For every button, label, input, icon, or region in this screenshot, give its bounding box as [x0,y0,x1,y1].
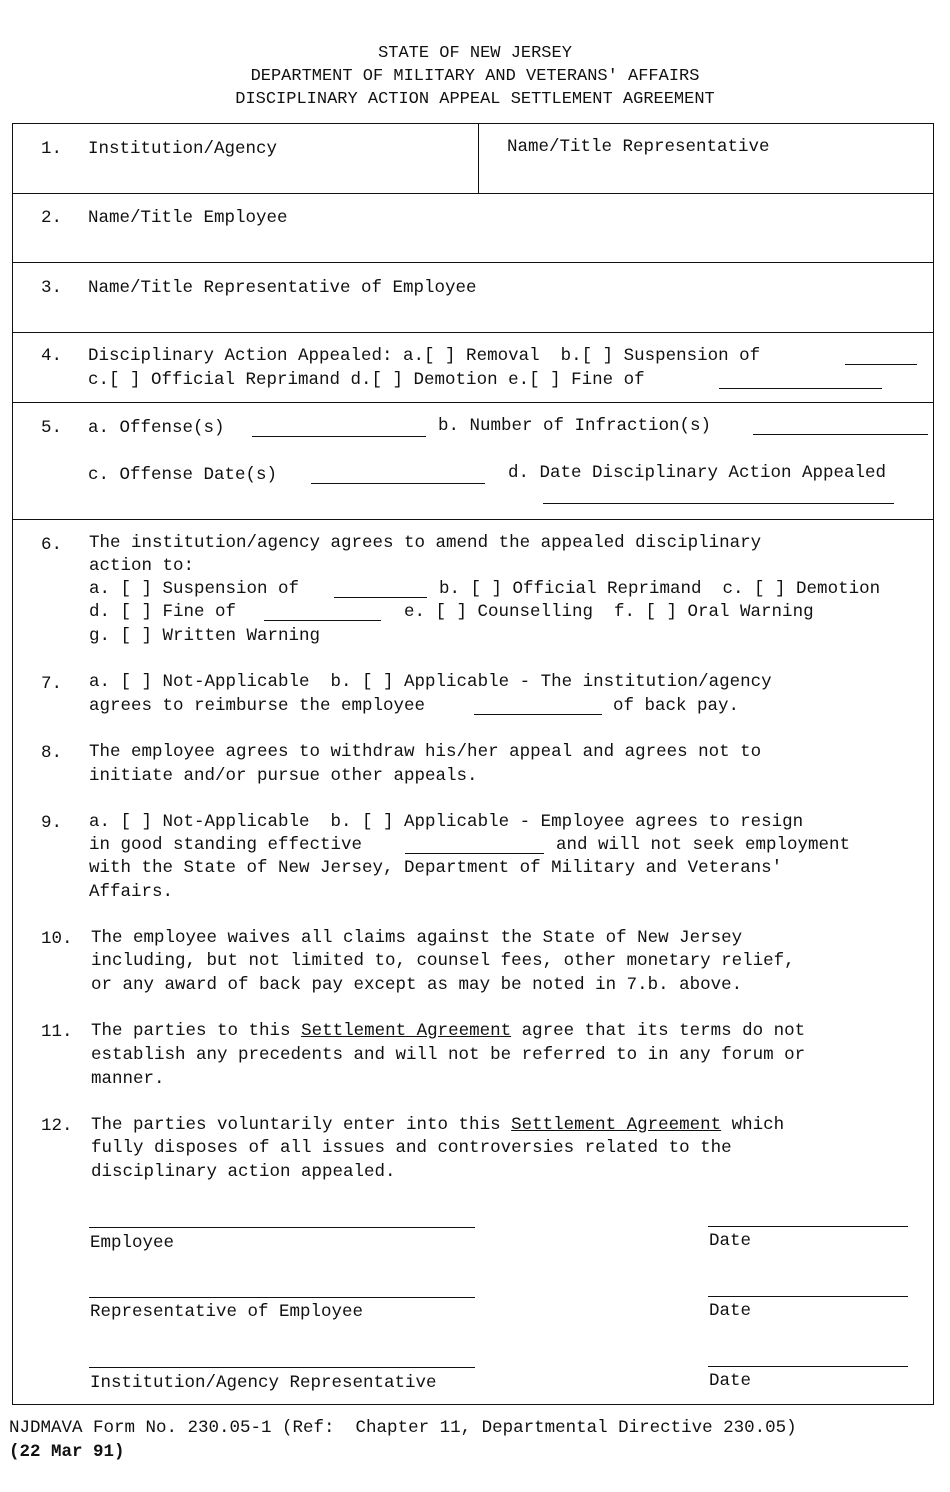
representative-signature-line[interactable] [89,1297,475,1298]
term-text: and will not seek employment [556,835,851,855]
written-warning-option[interactable]: g. [ ] Written Warning [89,626,321,646]
representative-name-field[interactable]: Name/Title Representative [507,137,770,157]
divider [12,332,934,333]
divider [12,519,934,520]
fine-option[interactable]: d. [ ] Fine of [89,602,237,622]
term-text: establish any precedents and will not be referred to in any forum or [91,1045,806,1065]
settlement-agreement-term: Settlement Agreement [301,1021,512,1041]
offense-label: a. Offense(s) [88,418,225,438]
infractions-blank[interactable] [753,434,928,435]
divider [12,262,934,263]
term-text: or any award of back pay except as may be noted in 7.b. above. [91,975,743,995]
fine-amount-blank[interactable] [264,620,381,621]
item-number: 12. [41,1116,73,1136]
date-appealed-blank[interactable] [543,503,894,504]
employee-signature-line[interactable] [89,1227,475,1228]
term-text: The employee waives all claims against the State of New Jersey [91,928,743,948]
term-text: including, but not limited to, counsel fees, other monetary relief, [91,951,795,971]
term-text: The employee agrees to withdraw his/her appeal and agrees not to [89,742,762,762]
action-appealed-line2[interactable]: c.[ ] Official Reprimand d.[ ] Demotion e.[ ] Fine of [88,370,645,390]
term-text: fully disposes of all issues and controversies related to the [91,1138,732,1158]
term-text: in good standing effective [89,835,363,855]
form-heading-state: STATE OF NEW JERSEY [378,44,572,63]
form-heading-department: DEPARTMENT OF MILITARY AND VETERANS' AFFAIRS [250,67,700,86]
date-label: Date [709,1371,752,1391]
agency-signature-line[interactable] [89,1367,475,1368]
offense-date-label: c. Offense Date(s) [88,465,278,485]
reprimand-demotion-options[interactable]: b. [ ] Official Reprimand c. [ ] Demotion [439,579,881,599]
term-text: disciplinary action appealed. [91,1162,396,1182]
divider [12,402,934,403]
employee-date-line[interactable] [708,1226,908,1227]
term-text: with the State of New Jersey, Department of Military and Veterans' [89,858,783,878]
term-text: Affairs. [89,882,174,902]
item-number: 11. [41,1022,73,1042]
suspension-blank[interactable] [845,364,917,365]
fine-blank[interactable] [719,388,882,389]
divider-vertical [478,123,479,193]
item-number: 5. [41,418,63,438]
item-number: 2. [41,208,63,228]
item-number: 8. [41,743,63,763]
term-text: of back pay. [613,696,740,716]
item-number: 3. [41,278,63,298]
settlement-agreement-term: Settlement Agreement [511,1115,722,1135]
action-appealed-line1[interactable]: Disciplinary Action Appealed: a.[ ] Removal b.[ ] Suspension of [88,346,761,366]
date-appealed-label: d. Date Disciplinary Action Appealed [508,463,887,483]
suspension-option[interactable]: a. [ ] Suspension of [89,579,300,599]
term-text: initiate and/or pursue other appeals. [89,766,478,786]
employee-representative-field[interactable]: Name/Title Representative of Employee [88,278,477,298]
representative-date-line[interactable] [708,1296,908,1297]
agency-date-line[interactable] [708,1366,908,1367]
term-text: The parties to this Settlement Agreement agree that its terms do not [91,1021,806,1041]
agency-signature-label: Institution/Agency Representative [90,1373,437,1393]
item-number: 7. [41,674,63,694]
term-text: agrees to reimburse the employee [89,696,426,716]
offense-date-blank[interactable] [311,483,485,484]
term-text: The institution/agency agrees to amend the appealed disciplinary [89,533,762,553]
item-number: 1. [41,139,63,159]
back-pay-blank[interactable] [474,714,602,715]
item-number: 10. [41,929,73,949]
item-number: 6. [41,535,63,555]
employee-signature-label: Employee [90,1233,175,1253]
term-text: The parties voluntarily enter into this Settlement Agreement which [91,1115,785,1135]
representative-signature-label: Representative of Employee [90,1302,364,1322]
form-border [12,123,934,1405]
infractions-label: b. Number of Infraction(s) [438,416,712,436]
resignation-date-blank[interactable] [405,853,544,854]
resignation-options[interactable]: a. [ ] Not-Applicable b. [ ] Applicable - Employee agrees to resign [89,812,804,832]
date-label: Date [709,1301,752,1321]
form-number: NJDMAVA Form No. 230.05-1 (Ref: Chapter 11, Departmental Directive 230.05) [9,1418,797,1438]
item-number: 9. [41,813,63,833]
form-date: (22 Mar 91) [9,1442,125,1462]
employee-name-field[interactable]: Name/Title Employee [88,208,288,228]
date-label: Date [709,1231,752,1251]
counselling-warning-options[interactable]: e. [ ] Counselling f. [ ] Oral Warning [404,602,814,622]
form-title: DISCIPLINARY ACTION APPEAL SETTLEMENT AGREEMENT [235,90,715,109]
suspension-amount-blank[interactable] [334,597,427,598]
offense-blank[interactable] [252,436,426,437]
divider [12,193,934,194]
term-text: action to: [89,556,195,576]
term-text: manner. [91,1069,165,1089]
institution-agency-field[interactable]: Institution/Agency [88,139,278,159]
item-number: 4. [41,346,63,366]
back-pay-options[interactable]: a. [ ] Not-Applicable b. [ ] Applicable - The institution/agency [89,672,772,692]
